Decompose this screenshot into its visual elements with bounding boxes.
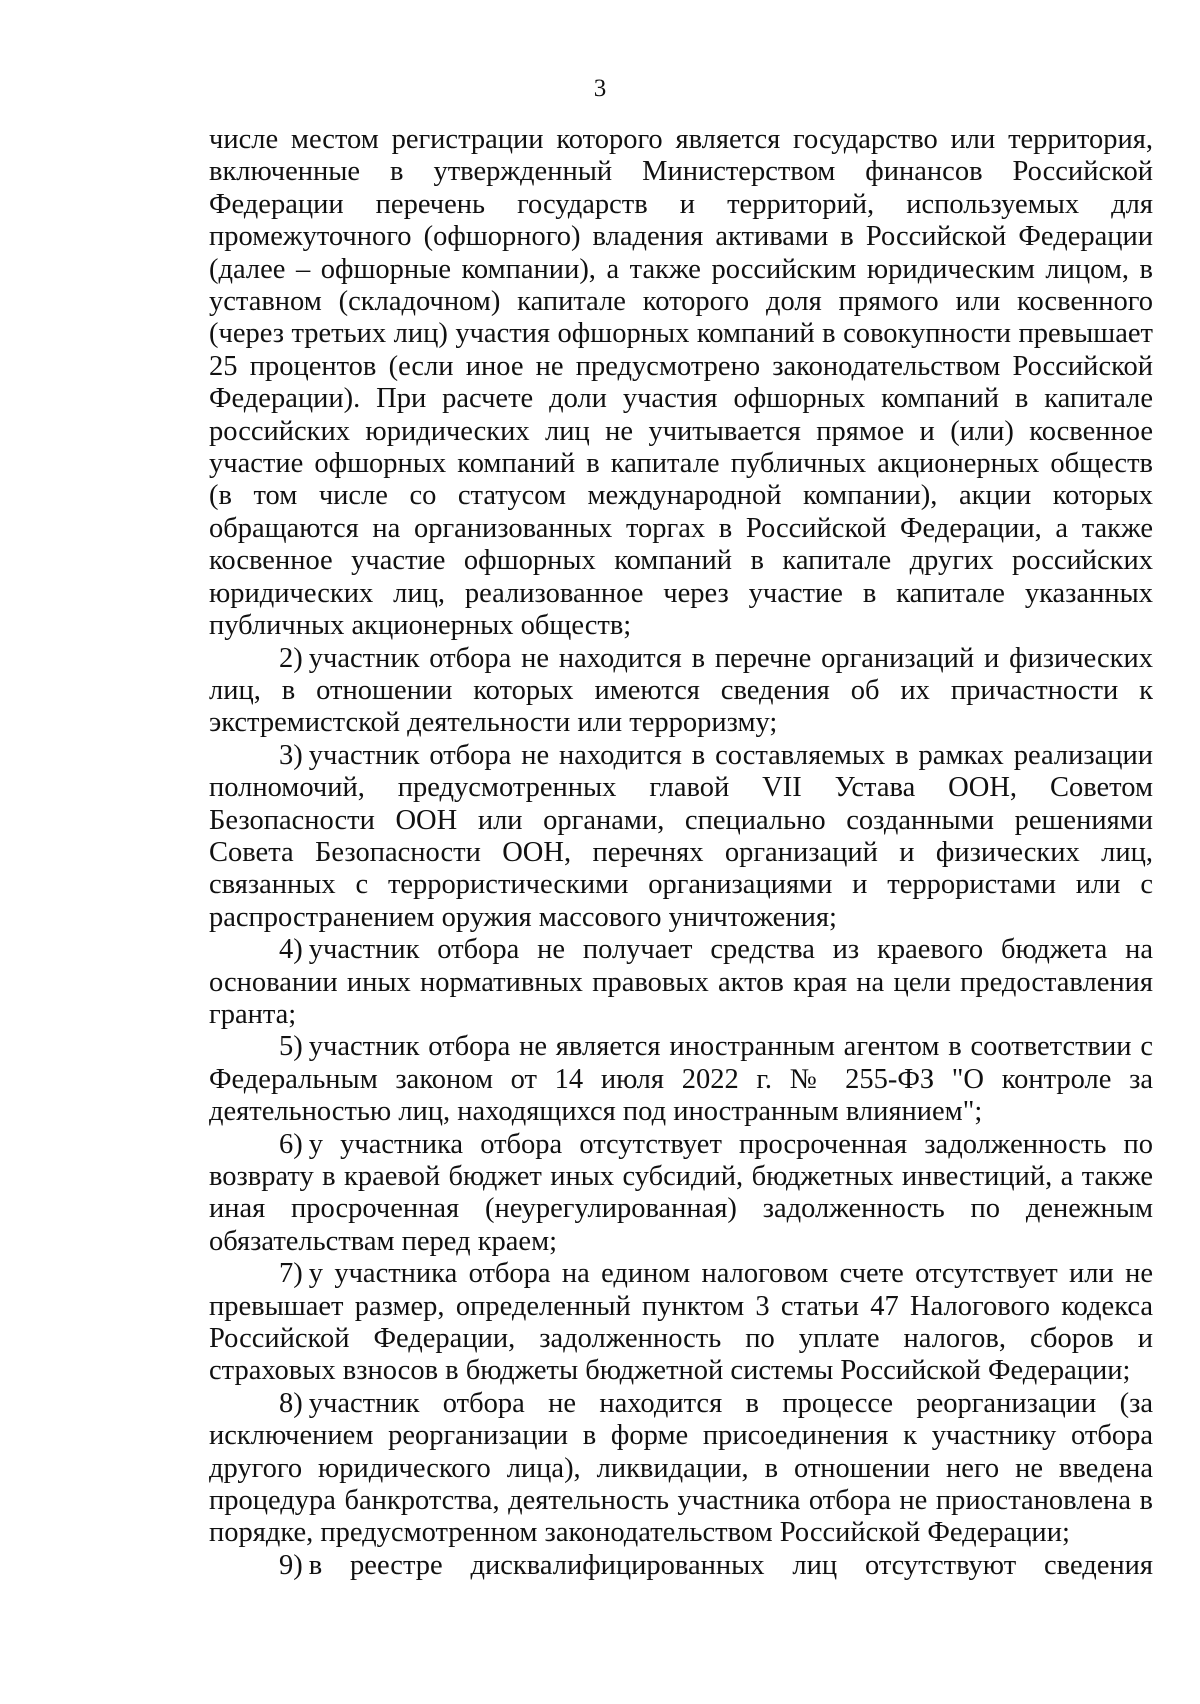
paragraph-text: числе местом регистрации которого является государство или территория, включенные в утвержденный Министерством финансов Российской Федерации перечень государств и территорий, используемых для промежуточного (офшорного) владения активами в Российской Федерации (далее – офшорные компании), а также российским юридическим лицом, в уставном (складочном) капитале которого доля прямого или косвенного (через третьих лиц) участия офшорных компаний в совокупности превышает 25 процентов (если иное не предусмотрено законодательством Российской Федерации). При расчете доли участия офшорных компаний в капитале российских юридических лиц не учитывается прямое и (или) косвенное участие офшорных компаний в капитале публичных акционерных обществ (в том числе со статусом международной компании), акции которых обращаются на организованных торгах в Российской Федерации, а также косвенное участие офшорных компаний в капитале других российских юридических лиц, реализованное через участие в капитале указанных публичных акционерных обществ; bbox=[209, 124, 1153, 642]
list-item-text: участник отбора не находится в составляемых в рамках реализации полномочий, предусмотренных главой VII Устава ООН, Советом Безопасности ООН или органами, специально созданными решениями Совета Безопасности ООН, перечнях организаций и физических лиц, связанных с террористическими организациями и террористами или с распространением оружия массового уничтожения; bbox=[209, 739, 1153, 933]
list-item-3 bbox=[209, 740, 1153, 934]
list-item-text: участник отбора не является иностранным агентом в соответствии с Федеральным законом от 14 июля 2022 г. № 255-ФЗ "О контроле за деятельностью лиц, находящихся под иностранным влиянием"; bbox=[209, 1031, 1153, 1128]
list-item-number: 7) bbox=[279, 1258, 303, 1290]
list-item-text: у участника отбора отсутствует просроченная задолженность по возврату в краевой бюджет иных субсидий, бюджетных инвестиций, а также иная просроченная (неурегулированная) задолженность по денежным обязательствам перед краем; bbox=[209, 1128, 1153, 1257]
list-item-6 bbox=[209, 1129, 1153, 1259]
list-item-text: участник отбора не находится в процессе реорганизации (за исключением реорганизации в форме присоединения к участнику отбора другого юридического лица), ликвидации, в отношении него не введена процедура банкротства, деятельность участника отбора не приостановлена в порядке, предусмотренном законодательством Российской Федерации; bbox=[209, 1387, 1153, 1549]
page-number: 3 bbox=[593, 75, 607, 102]
list-item-9 bbox=[209, 1550, 1153, 1582]
list-item-5 bbox=[209, 1031, 1153, 1128]
document-body bbox=[209, 124, 1153, 1582]
list-item-number: 2) bbox=[279, 642, 303, 674]
list-item-number: 5) bbox=[279, 1031, 303, 1063]
list-item-text: участник отбора не находится в перечне организаций и физических лиц, в отношении которых имеются сведения об их причастности к экстремистской деятельности или терроризму; bbox=[209, 642, 1153, 739]
list-item-number: 3) bbox=[279, 739, 303, 771]
list-item-4 bbox=[209, 934, 1153, 1031]
list-item-2 bbox=[209, 643, 1153, 740]
list-item-number: 6) bbox=[279, 1128, 303, 1160]
list-item-text: участник отбора не получает средства из краевого бюджета на основании иных нормативных правовых актов края на цели предоставления гранта; bbox=[209, 934, 1153, 1030]
list-item-number: 8) bbox=[279, 1387, 303, 1419]
list-item-text: у участника отбора на едином налоговом счете отсутствует или не превышает размер, определенный пунктом 3 статьи 47 Налогового кодекса Российской Федерации, задолженность по уплате налогов, сборов и страховых взносов в бюджеты бюджетной системы Российской Федерации; bbox=[209, 1258, 1153, 1387]
list-item-number: 4) bbox=[279, 934, 303, 966]
list-item-8 bbox=[209, 1388, 1153, 1550]
paragraph-continuation bbox=[209, 124, 1153, 643]
list-item-text: в реестре дисквалифицированных лиц отсутствуют сведения bbox=[308, 1549, 1153, 1581]
list-item-7 bbox=[209, 1258, 1153, 1388]
list-item-number: 9) bbox=[279, 1549, 303, 1581]
